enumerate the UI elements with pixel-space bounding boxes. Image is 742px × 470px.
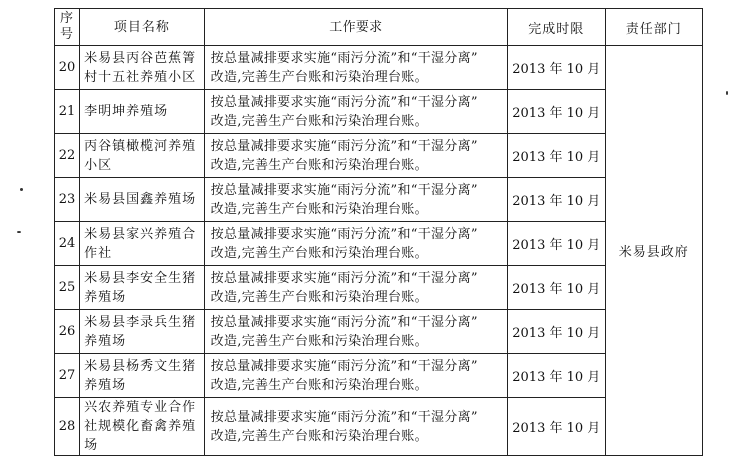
requirement-line: 按总量减排要求实施“雨污分流”和“干湿分离” — [210, 226, 478, 242]
header-deadline: 完成时限 — [508, 9, 605, 46]
work-requirement — [204, 310, 507, 354]
header-requirement: 工作要求 — [204, 9, 507, 46]
deadline: 2013 年 10 月 — [508, 354, 605, 398]
requirement-line: 按总量减排要求实施“雨污分流”和“干湿分离” — [210, 182, 478, 198]
deadline: 2013 年 10 月 — [508, 310, 605, 354]
requirement-line: 按总量减排要求实施“雨污分流”和“干湿分离” — [210, 409, 478, 425]
responsible-department: 米易县政府 — [605, 46, 703, 456]
work-requirement — [204, 90, 507, 134]
table-row — [55, 46, 703, 90]
project-name: 兴农养殖专业合作社规模化畜禽养殖场 — [80, 398, 205, 456]
table-header-row — [55, 9, 703, 46]
header-department: 责任部门 — [605, 9, 703, 46]
row-number: 27 — [55, 354, 80, 398]
row-number: 28 — [55, 398, 80, 456]
deadline: 2013 年 10 月 — [508, 398, 605, 456]
project-name: 米易县国鑫养殖场 — [80, 178, 205, 222]
header-name: 项目名称 — [80, 9, 205, 46]
row-number: 20 — [55, 46, 80, 90]
row-number: 25 — [55, 266, 80, 310]
project-table — [54, 8, 703, 456]
project-name: 李明坤养殖场 — [80, 90, 205, 134]
work-requirement — [204, 266, 507, 310]
work-requirement — [204, 46, 507, 90]
deadline: 2013 年 10 月 — [508, 90, 605, 134]
requirement-line: 改造,完善生产台账和污染治理台账。 — [210, 69, 428, 85]
row-number: 26 — [55, 310, 80, 354]
requirement-line: 改造,完善生产台账和污染治理台账。 — [210, 201, 428, 217]
work-requirement — [204, 398, 507, 456]
deadline: 2013 年 10 月 — [508, 46, 605, 90]
requirement-line: 按总量减排要求实施“雨污分流”和“干湿分离” — [210, 358, 478, 374]
row-number: 24 — [55, 222, 80, 266]
work-requirement — [204, 222, 507, 266]
requirement-line: 按总量减排要求实施“雨污分流”和“干湿分离” — [210, 314, 478, 330]
deadline: 2013 年 10 月 — [508, 134, 605, 178]
row-number: 22 — [55, 134, 80, 178]
requirement-line: 改造,完善生产台账和污染治理台账。 — [210, 333, 428, 349]
deadline: 2013 年 10 月 — [508, 178, 605, 222]
work-requirement — [204, 178, 507, 222]
row-number: 21 — [55, 90, 80, 134]
project-name: 米易县李安全生猪养殖场 — [80, 266, 205, 310]
requirement-line: 改造,完善生产台账和污染治理台账。 — [210, 157, 428, 173]
work-requirement — [204, 134, 507, 178]
requirement-line: 改造,完善生产台账和污染治理台账。 — [210, 113, 428, 129]
requirement-line: 按总量减排要求实施“雨污分流”和“干湿分离” — [210, 94, 478, 110]
deadline: 2013 年 10 月 — [508, 222, 605, 266]
project-name: 米易县李录兵生猪养殖场 — [80, 310, 205, 354]
requirement-line: 按总量减排要求实施“雨污分流”和“干湿分离” — [210, 270, 478, 286]
requirement-line: 改造,完善生产台账和污染治理台账。 — [210, 245, 428, 261]
project-name: 米易县丙谷芭蕉箐村十五社养殖小区 — [80, 46, 205, 90]
scan-speck — [17, 231, 21, 233]
project-name: 丙谷镇橄榄河养殖小区 — [80, 134, 205, 178]
deadline: 2013 年 10 月 — [508, 266, 605, 310]
table-body — [55, 46, 703, 456]
scan-speck — [726, 91, 728, 95]
scan-speck — [20, 188, 23, 191]
requirement-line: 改造,完善生产台账和污染治理台账。 — [210, 428, 428, 444]
project-name: 米易县家兴养殖合作社 — [80, 222, 205, 266]
project-name: 米易县杨秀文生猪养殖场 — [80, 354, 205, 398]
requirement-line: 改造,完善生产台账和污染治理台账。 — [210, 377, 428, 393]
requirement-line: 按总量减排要求实施“雨污分流”和“干湿分离” — [210, 138, 478, 154]
row-number: 23 — [55, 178, 80, 222]
requirement-line: 按总量减排要求实施“雨污分流”和“干湿分离” — [210, 50, 478, 66]
work-requirement — [204, 354, 507, 398]
requirement-line: 改造,完善生产台账和污染治理台账。 — [210, 289, 428, 305]
header-no: 序 号 — [55, 9, 80, 46]
